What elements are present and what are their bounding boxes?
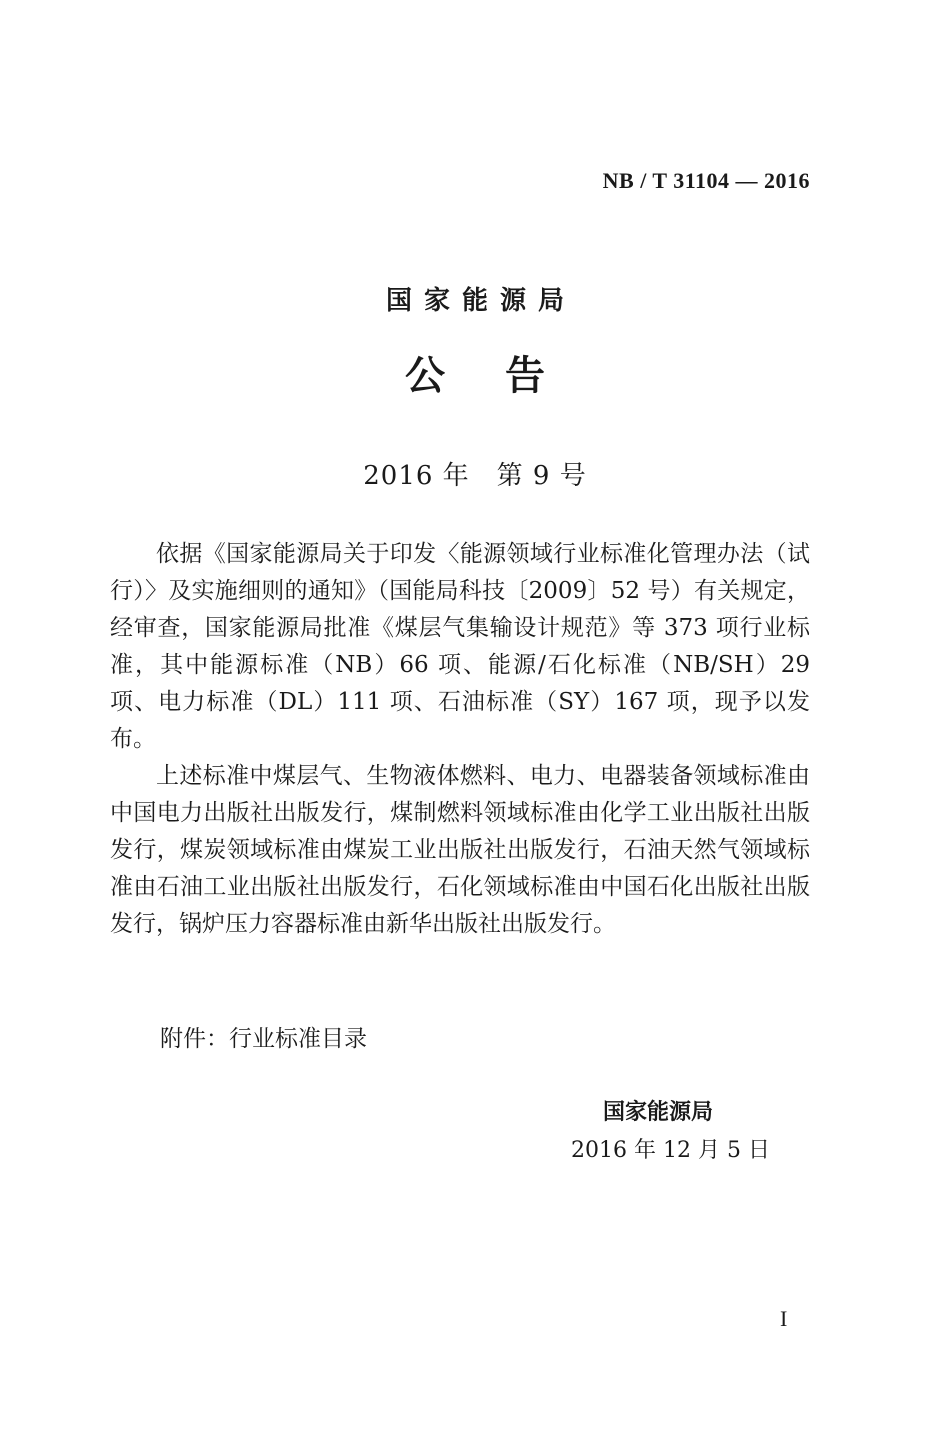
page-title: 公告 xyxy=(405,353,605,399)
body-paragraph-1: 依据《国家能源局关于印发〈能源领域行业标准化管理办法（试行）〉及实施细则的通知》（国能局科技〔2009〕52 号）有关规定，经审查，国家能源局批准《煤层气集输设计规范》等 373 项行业标准，其中能源标准（NB）66 项、能源/石化标准（NB/SH）29 项、电力标准（DL）111 项、石油标准（SY）167 项，现予以发布。 xyxy=(110,541,810,752)
attachment-note: 附件：行业标准目录 xyxy=(160,1026,367,1052)
notice-number: 2016 年 第 9 号 xyxy=(363,461,587,491)
signature-date: 2016 年 12 月 5 日 xyxy=(571,1138,770,1163)
issuer-name: 国家能源局 xyxy=(385,286,576,316)
notice-body xyxy=(110,536,810,943)
body-paragraph-2: 上述标准中煤层气、生物液体燃料、电力、电器装备领域标准由中国电力出版社出版发行，煤制燃料领域标准由化学工业出版社出版发行，煤炭领域标准由煤炭工业出版社出版发行，石油天然气领域标准由石油工业出版社出版发行，石化领域标准由中国石化出版社出版发行，锅炉压力容器标准由新华出版社出版发行。 xyxy=(110,763,810,937)
standard-code: NB / T 31104 — 2016 xyxy=(602,168,810,193)
signature-organization: 国家能源局 xyxy=(603,1100,714,1125)
page-number: I xyxy=(780,1306,788,1331)
